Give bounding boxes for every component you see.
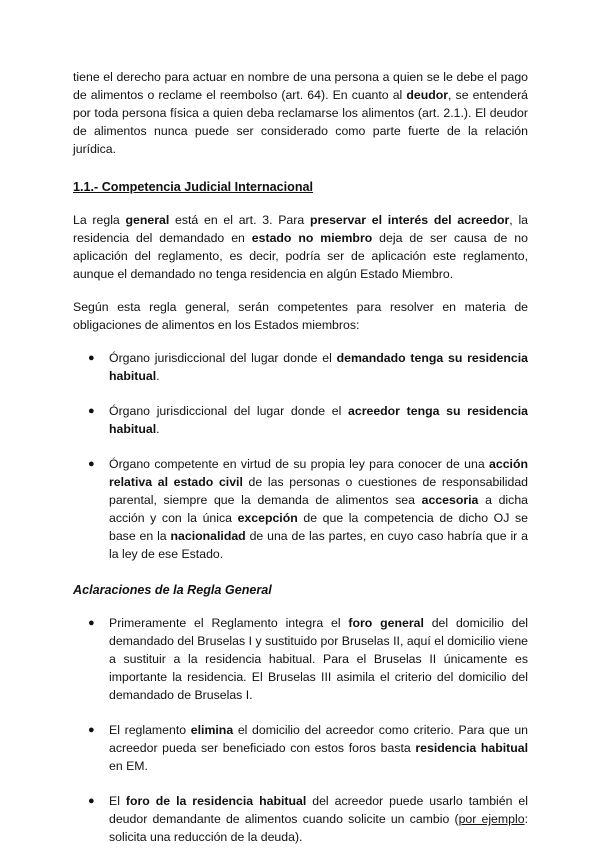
competence-list [73, 349, 528, 563]
bullet-icon: ● [88, 795, 95, 807]
section-heading-aclaraciones: Aclaraciones de la Regla General [73, 583, 272, 597]
bullet-icon: ● [88, 352, 95, 364]
list-item: ● Primeramente el Reglamento integra el foro general del domicilio del demandado del Bruselas I y sustituido por Bruselas II, aquí el domicilio viene a sustituir a la residencia habitual. Para el Bruselas II únicamente es importante la residencia. El Bruselas III asimila el criterio del domicilio del demandado de Bruselas I. [88, 616, 529, 702]
paragraph-regla-general: La regla general está en el art. 3. Para preservar el interés del acreedor, la residencia del demandado en estado no miembro deja de ser causa de no aplicación del reglamento, es decir, podría ser de aplicación este reglamento, aunque el demandado no tenga residencia en algún Estado Miembro. [73, 213, 529, 281]
bullet-icon: ● [88, 724, 95, 736]
clarifications-list [73, 614, 528, 846]
bullet-icon: ● [88, 617, 95, 629]
list-item: ● Órgano competente en virtud de su propia ley para conocer de una acción relativa al estado civil de las personas o cuestiones de responsabilidad parental, siempre que la demanda de alimentos sea accesoria a dicha acción y con la única excepción de que la competencia de dicho OJ se base en la nacionalidad de una de las partes, en cuyo caso habría que ir a la ley de ese Estado. [88, 457, 528, 561]
bullet-icon: ● [88, 458, 95, 470]
list-item: ● El foro de la residencia habitual del acreedor puede usarlo también el deudor demandante de alimentos cuando solicite un cambio (por ejemplo: solicita una reducción de la deuda). [88, 794, 529, 844]
list-item: ● Órgano jurisdiccional del lugar donde el acreedor tenga su residencia habitual. [88, 404, 528, 436]
intro-paragraph: tiene el derecho para actuar en nombre de una persona a quien se le debe el pago de alimentos o reclame el reembolso (art. 64). En cuanto al deudor, se entenderá por toda persona física a quien deba reclamarse los alimentos (art. 2.1.). El deudor de alimentos nunca puede ser considerado como parte fuerte de la relación jurídica. [73, 70, 529, 156]
document-page [73, 68, 528, 863]
list-item: ● El reglamento elimina el domicilio del acreedor como criterio. Para que un acreedor pueda ser beneficiado con estos foros basta residencia habitual en EM. [88, 723, 528, 773]
bullet-icon: ● [88, 405, 95, 417]
section-heading-competencia: 1.1.- Competencia Judicial Internacional [73, 180, 314, 194]
paragraph-competentes: Según esta regla general, serán competentes para resolver en materia de obligaciones de alimentos en los Estados miembros: [73, 300, 528, 332]
list-item: ● Órgano jurisdiccional del lugar donde el demandado tenga su residencia habitual. [88, 351, 528, 383]
